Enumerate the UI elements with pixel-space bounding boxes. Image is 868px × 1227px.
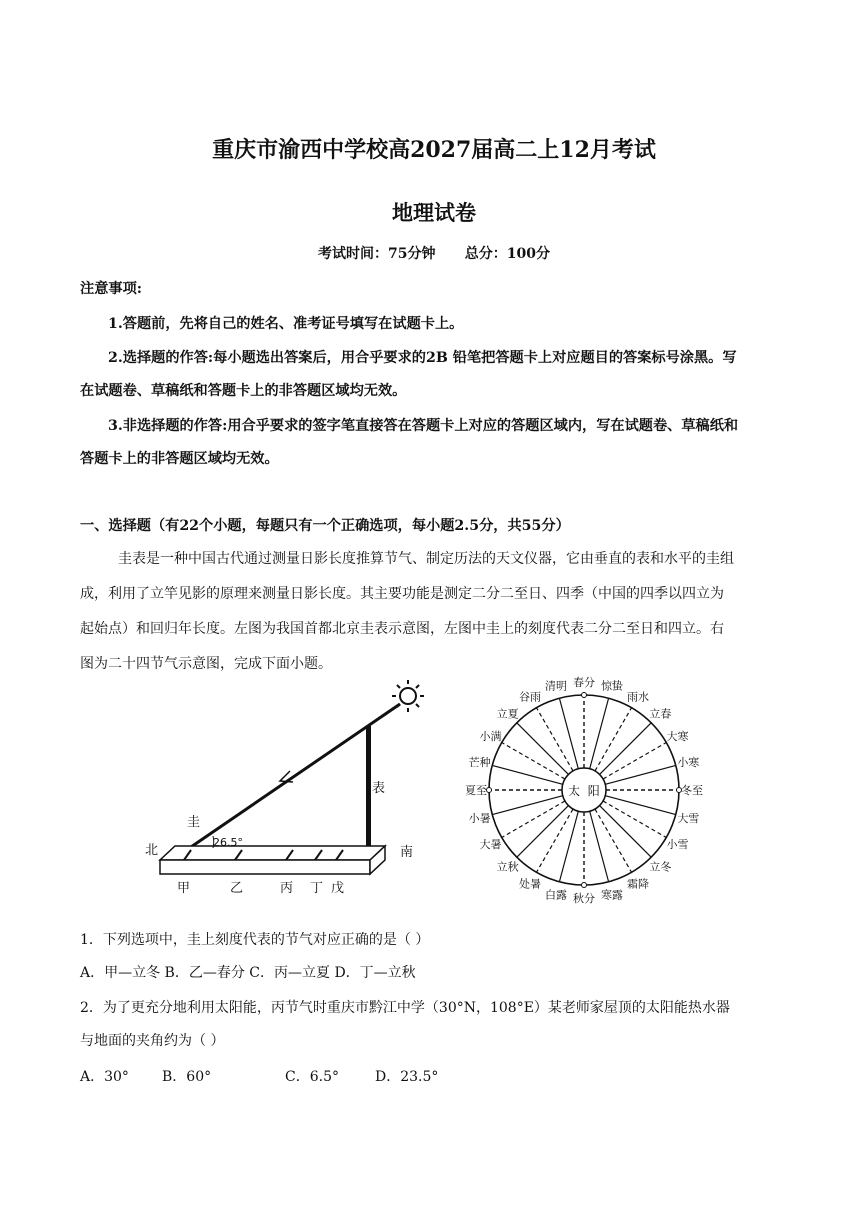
term-label: 立春 [649,707,672,721]
term-spoke [600,806,652,858]
question-1-options: A．甲—立冬 B．乙—春分 C．丙—立夏 D．丁—立秋 [80,965,416,981]
term-spoke [600,723,652,775]
term-label: 小寒 [677,756,700,770]
term-spoke [605,765,676,784]
passage-line-1: 圭表是一种中国古代通过测量日影长度推算节气、制定历法的天文仪器，它由垂直的表和水平的圭组 [118,551,734,567]
term-label: 白露 [545,888,568,902]
term-label: 夏至 [465,784,487,797]
term-label: 立秋 [496,860,519,874]
term-label: 立夏 [496,707,519,721]
term-label: 春分 [573,676,595,689]
biao-label: 表 [372,781,386,796]
term-label: 芒种 [468,756,491,770]
term-label: 立冬 [649,860,672,874]
term-spoke [517,723,569,775]
passage-line-4: 图为二十四节气示意图，完成下面小题。 [80,656,332,672]
mark-label-ding: 丁 [310,881,324,896]
term-label: 大暑 [479,838,502,851]
term-spoke [559,811,578,882]
exam-info: 考试时间：75分钟 总分：100分 [318,246,550,262]
passage-line-3: 起始点）和回归年长度。左图为我国首都北京圭表示意图，左图中圭上的刻度代表二分二至日和四立。右 [80,621,724,637]
question-2-option-a: A．30° [80,1069,129,1085]
term-label: 大寒 [666,730,689,743]
term-label: 惊蛰 [600,679,623,693]
term-label: 雨水 [627,690,649,704]
question-2-option-c: C．6.5° [285,1069,339,1085]
passage-line-2: 成，利用了立竿见影的原理来测量日影长度。其主要功能是测定二分二至日、四季（中国的四季以四立为 [80,586,724,602]
note-item-2-cont: 在试题卷、草稿纸和答题卡上的非答题区域均无效。 [80,383,407,399]
biao-pole [366,726,371,848]
exam-title: 重庆市渝西中学校高2027届高二上12月考试 [212,137,656,163]
term-dot [582,883,587,888]
term-label: 小暑 [468,811,491,825]
gui-top [160,846,385,860]
term-label: 秋分 [573,892,595,905]
term-spoke [559,698,578,769]
term-spoke [517,806,569,858]
exam-subtitle: 地理试卷 [392,200,476,225]
term-spoke [492,796,563,815]
question-2-stem-cont: 与地面的夹角约为（ ） [80,1033,225,1049]
question-1-stem: 1．下列选项中，圭上刻度代表的节气对应正确的是（ ） [80,932,430,948]
term-label: 寒露 [600,888,623,902]
mark-label-jia: 甲 [177,881,191,896]
question-2-stem: 2．为了更充分地利用太阳能，丙节气时重庆市黔江中学（30°N，108°E）某老师家屋顶的太阳能热水器 [80,1000,730,1016]
question-2-option-b: B．60° [162,1069,212,1085]
gui-front [160,860,370,874]
term-label: 处暑 [519,877,541,891]
question-2-option-d: D．23.5° [375,1069,439,1085]
note-item-1: 1.答题前，先将自己的姓名、准考证号填写在试题卡上。 [108,316,464,332]
term-label: 大雪 [677,811,700,825]
term-label: 小满 [479,730,502,743]
note-item-2: 2.选择题的作答:每小题选出答案后，用合乎要求的2B 铅笔把答题卡上对应题目的答案标号涂黑。写 [108,350,737,366]
term-spoke [590,698,609,769]
term-spoke [492,765,563,784]
term-dot [487,788,492,793]
south-label: 南 [400,845,414,860]
angle-label: 26.5° [213,836,243,849]
term-label: 谷雨 [519,690,541,704]
north-label: 北 [145,843,159,858]
gui-label: 圭 [187,815,201,830]
term-spoke [590,811,609,882]
gnomon-diagram [140,676,440,898]
term-spoke [605,796,676,815]
mark-label-bing: 丙 [280,881,294,896]
notes-heading: 注意事项: [80,281,142,297]
mark-label-yi: 乙 [230,881,244,896]
note-item-3: 3.非选择题的作答:用合乎要求的签字笔直接答在答题卡上对应的答题区域内，写在试题卷、草稿纸和 [108,418,739,434]
section-heading: 一、选择题（有22个小题，每题只有一个正确选项，每小题2.5分，共55分） [80,518,570,534]
term-dot [582,693,587,698]
term-label: 小雪 [666,838,689,851]
solar-terms-wheel [450,676,720,906]
term-label: 霜降 [627,877,649,891]
mark-label-wu: 戊 [331,881,345,896]
note-item-3-cont: 答题卡上的非答题区域均无效。 [80,451,279,467]
term-label: 冬至 [681,784,703,797]
term-label: 清明 [545,679,568,693]
sun-center-label: 太 阳 [568,784,600,798]
